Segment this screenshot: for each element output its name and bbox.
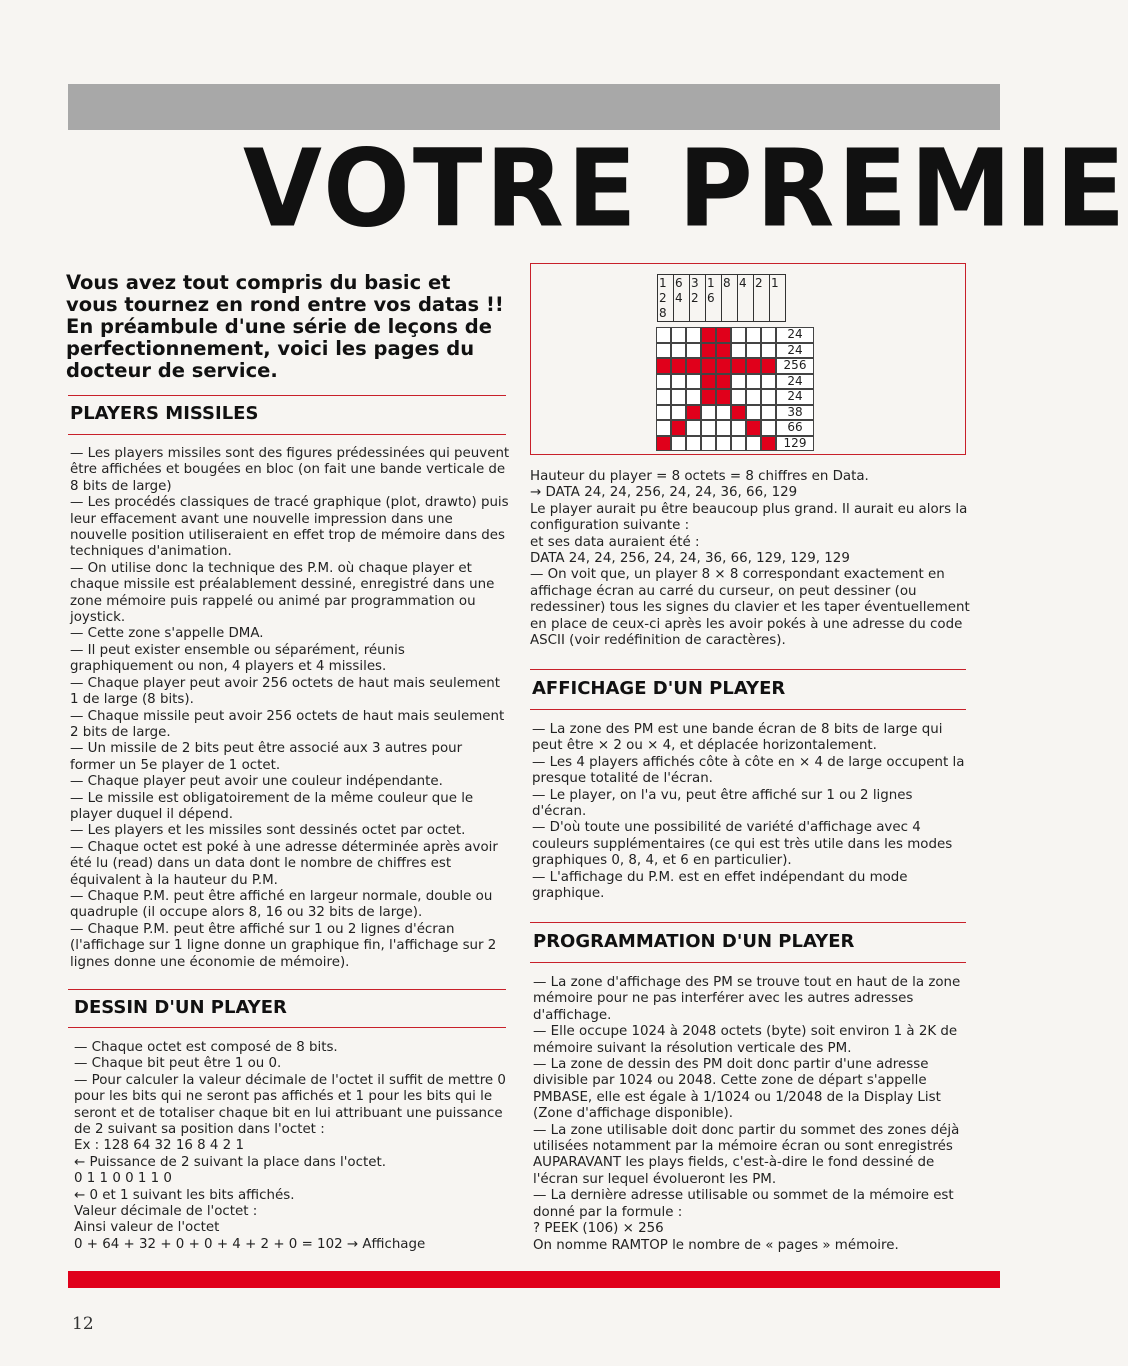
right-top-text (530, 469, 970, 649)
bit-cell-off (761, 374, 776, 390)
row-decimal-value: 66 (776, 420, 814, 436)
bit-cell-off (656, 420, 671, 436)
bit-cell-on (746, 358, 761, 374)
bit-weight-cell: 1 6 (705, 274, 721, 322)
bit-weight-cell: 6 4 (673, 274, 689, 322)
paragraph: — Chaque P.M. peut être affiché sur 1 ou 2 lignes d'écran (l'affichage sur 1 ligne donne un graphique fin, l'affichage sur 2 lignes donne une économie de mémoire). (70, 921, 497, 970)
bit-cell-on (671, 420, 686, 436)
grid-row (656, 374, 814, 390)
bit-cell-off (671, 343, 686, 359)
bit-cell-off (731, 327, 746, 343)
paragraph: — Pour calculer la valeur décimale de l'octet il suffit de mettre 0 pour les bits qui ne seront pas affichés et 1 pour les bits qui le seront et de totaliser chaque bit en lui attribuant une puissance de 2 suivant sa position dans l'octet : (74, 1072, 506, 1138)
section-heading-dessin: DESSIN D'UN PLAYER (74, 997, 287, 1018)
bit-cell-off (761, 343, 776, 359)
section-heading-affichage: AFFICHAGE D'UN PLAYER (532, 678, 786, 699)
paragraph: — Chaque octet est poké à une adresse déterminée après avoir été lu (read) dans un data dont le nombre de chiffres est équivalent à la hauteur du P.M. (70, 839, 498, 888)
bit-cell-off (761, 327, 776, 343)
grid-row (656, 405, 814, 421)
bit-cell-off (686, 389, 701, 405)
paragraph: — Le missile est obligatoirement de la même couleur que le player duquel il dépend. (70, 790, 474, 822)
row-decimal-value: 38 (776, 405, 814, 421)
bit-cell-off (731, 389, 746, 405)
bit-cell-off (746, 436, 761, 452)
paragraph: — Chaque P.M. peut être affiché en largeur normale, double ou quadruple (il occupe alors 8, 16 ou 32 bits de large). (70, 888, 493, 921)
section-rule (530, 669, 966, 670)
bit-cell-on (716, 374, 731, 390)
paragraph: — La zone de dessin des PM doit donc partir d'une adresse divisible par 1024 ou 2048. Cette zone de départ s'appelle PMBASE, elle est égale à 1/1024 ou 1/2048 de la Display List (Zone d'affichage disponible). (533, 1057, 941, 1122)
paragraph: Hauteur du player = 8 octets = 8 chiffres en Data. (530, 469, 869, 484)
bit-cell-on (701, 389, 716, 405)
bit-cell-off (731, 343, 746, 359)
dessin-text (74, 1040, 508, 1253)
paragraph: — Chaque missile peut avoir 256 octets de haut mais seulement 2 bits de large. (70, 708, 505, 740)
paragraph: Le player aurait pu être beaucoup plus grand. Il aurait eu alors la configuration suivante : (530, 501, 968, 534)
paragraph: 0 1 1 0 0 1 1 0 (74, 1171, 172, 1187)
bit-weight-cell: 1 (769, 274, 786, 322)
paragraph: → DATA 24, 24, 256, 24, 24, 36, 66, 129 (530, 485, 798, 501)
row-decimal-value: 24 (776, 343, 814, 359)
paragraph: — Le player, on l'a vu, peut être affiché sur 1 ou 2 lignes d'écran. (532, 787, 913, 820)
paragraph: — Les players et les missiles sont dessinés octet par octet. (70, 823, 466, 839)
page-number: 12 (72, 1314, 94, 1334)
bit-cell-off (701, 405, 716, 421)
bit-cell-on (701, 343, 716, 359)
section-heading-programmation: PROGRAMMATION D'UN PLAYER (533, 931, 855, 952)
grid-row (656, 389, 814, 405)
paragraph: — Cette zone s'appelle DMA. (70, 626, 264, 642)
paragraph: — La zone utilisable doit donc partir du sommet des zones déjà utilisées notamment par la mémoire écran ou sont enregistrés AUPARAVANT les plays fields, c'est-à-dire le fond dessiné de l'écran sur lequel évolueront les PM. (533, 1122, 960, 1187)
paragraph: Ex : 128 64 32 16 8 4 2 1 (74, 1138, 244, 1154)
intro-lead: Vous avez tout compris du basic et vous tournez en rond entre vos datas !! En préambule d'une série de leçons de perfectionnement, voici les pages du docteur de service. (66, 271, 504, 382)
bit-weight-cell: 3 2 (689, 274, 705, 322)
bit-cell-off (761, 420, 776, 436)
section-rule (68, 434, 506, 435)
bit-weight-cell: 8 (721, 274, 737, 322)
bit-cell-on (701, 327, 716, 343)
grid-row (656, 436, 814, 452)
bit-cell-on (716, 358, 731, 374)
bit-cell-off (671, 389, 686, 405)
bit-cell-off (671, 436, 686, 452)
row-decimal-value: 24 (776, 389, 814, 405)
grid-row (656, 327, 814, 343)
paragraph: — On voit que, un player 8 × 8 correspondant exactement en affichage écran au carré du curseur, on peut dessiner (ou redessiner) tous les signes du clavier et les taper éventuellement en place de ceux-ci après les avoir pokés à une adresse du code ASCII (voir redéfinition de caractères). (530, 567, 970, 649)
bit-cell-on (686, 358, 701, 374)
bit-cell-on (716, 389, 731, 405)
section-rule (68, 1027, 506, 1028)
paragraph: — Chaque player peut avoir 256 octets de haut mais seulement 1 de large (8 bits). (70, 675, 500, 708)
section-heading-players-missiles: PLAYERS MISSILES (70, 403, 259, 424)
paragraph: — Les 4 players affichés côte à côte en × 4 de large occupent la presque totalité de l'écran. (532, 754, 965, 787)
bit-cell-off (656, 405, 671, 421)
row-decimal-value: 256 (776, 358, 814, 374)
bit-cell-off (746, 327, 761, 343)
bit-cell-off (731, 374, 746, 390)
bit-cell-off (746, 343, 761, 359)
bit-cell-off (686, 327, 701, 343)
bit-cell-off (671, 327, 686, 343)
bit-cell-off (686, 436, 701, 452)
paragraph: ← 0 et 1 suivant les bits affichés. (74, 1187, 295, 1203)
paragraph: — La dernière adresse utilisable ou sommet de la mémoire est donné par la formule : (533, 1188, 954, 1220)
bit-cell-on (701, 374, 716, 390)
bit-cell-on (716, 327, 731, 343)
row-decimal-value: 24 (776, 327, 814, 343)
paragraph: — Il peut exister ensemble ou séparément, réunis graphiquement ou non, 4 players et 4 missiles. (70, 642, 405, 675)
paragraph: Valeur décimale de l'octet : (74, 1204, 258, 1220)
bit-cell-off (746, 405, 761, 421)
row-decimal-value: 24 (776, 374, 814, 390)
paragraph: — Chaque bit peut être 1 ou 0. (74, 1056, 282, 1072)
bit-cell-off (671, 405, 686, 421)
programmation-text (533, 975, 969, 1254)
section-rule (530, 962, 966, 963)
bit-cell-on (701, 358, 716, 374)
bit-cell-on (731, 358, 746, 374)
bit-cell-off (686, 343, 701, 359)
paragraph: Ainsi valeur de l'octet (74, 1220, 220, 1236)
bit-cell-off (761, 405, 776, 421)
paragraph: ? PEEK (106) × 256 (533, 1221, 664, 1237)
bit-cell-off (656, 389, 671, 405)
bit-cell-off (746, 374, 761, 390)
paragraph: — Les procédés classiques de tracé graphique (plot, drawto) puis leur effacement avant une nouvelle impression dans une nouvelle position utiliseraient en effet trop de mémoire dans des techniques d'animation. (70, 495, 509, 560)
paragraph: — D'où toute une possibilité de variété d'affichage avec 4 couleurs supplémentaires (ce qui est très utile dans les modes graphiques 0, 8, 4, et 6 en particulier). (532, 820, 953, 869)
bit-cell-off (716, 405, 731, 421)
paragraph: — Chaque player peut avoir une couleur indépendante. (70, 774, 443, 790)
bit-cell-on (746, 420, 761, 436)
bit-cell-on (761, 358, 776, 374)
bit-cell-off (701, 436, 716, 452)
paragraph: DATA 24, 24, 256, 24, 24, 36, 66, 129, 129, 129 (530, 551, 850, 567)
header-gray-band (68, 84, 1000, 130)
paragraph: — Un missile de 2 bits peut être associé aux 3 autres pour former un 5e player de 1 octet. (70, 741, 463, 773)
player-bit-grid (656, 327, 814, 451)
bit-cell-off (656, 374, 671, 390)
section-rule (68, 989, 506, 990)
players-missiles-text (70, 446, 510, 971)
paragraph: On nomme RAMTOP le nombre de « pages » mémoire. (533, 1237, 899, 1253)
section-rule (68, 395, 506, 396)
page-title: VOTRE PREMIE (243, 126, 1128, 252)
footer-red-bar (68, 1271, 1000, 1288)
paragraph: — La zone des PM est une bande écran de 8 bits de large qui peut être × 2 ou × 4, et déplacée horizontalement. (532, 722, 943, 754)
paragraph: — Elle occupe 1024 à 2048 octets (byte) soit environ 1 à 2K de mémoire suivant la résolution verticale des PM. (533, 1024, 958, 1056)
bit-cell-on (656, 358, 671, 374)
row-decimal-value: 129 (776, 436, 814, 452)
bit-weight-cell: 1 2 8 (657, 274, 673, 322)
bit-cell-off (701, 420, 716, 436)
paragraph: — L'affichage du P.M. est en effet indépendant du mode graphique. (532, 869, 908, 902)
bit-cell-off (686, 374, 701, 390)
bit-cell-off (686, 420, 701, 436)
bit-weight-cell: 2 (753, 274, 769, 322)
bit-cell-on (761, 436, 776, 452)
bit-weight-cell: 4 (737, 274, 753, 322)
bit-cell-on (731, 405, 746, 421)
grid-row (656, 358, 814, 374)
affichage-text (532, 722, 968, 902)
bit-cell-off (746, 389, 761, 405)
bit-cell-off (671, 374, 686, 390)
paragraph: — On utilise donc la technique des P.M. où chaque player et chaque missile est préalablement dessiné, enregistré dans une zone mémoire puis rappelé ou animé par programmation ou joystick. (70, 560, 495, 626)
paragraph: 0 + 64 + 32 + 0 + 0 + 4 + 2 + 0 = 102 → Affichage (74, 1236, 426, 1252)
paragraph: et ses data auraient été : (530, 534, 700, 550)
paragraph: — La zone d'affichage des PM se trouve tout en haut de la zone mémoire pour ne pas interférer avec les autres adresses d'affichage. (533, 975, 961, 1023)
grid-row (656, 343, 814, 359)
bit-cell-on (656, 436, 671, 452)
section-rule (530, 709, 966, 710)
paragraph: ← Puissance de 2 suivant la place dans l'octet. (74, 1154, 386, 1170)
bit-cell-on (671, 358, 686, 374)
bit-cell-off (716, 420, 731, 436)
grid-row (656, 420, 814, 436)
bit-cell-on (716, 343, 731, 359)
bit-cell-on (686, 405, 701, 421)
bit-cell-off (761, 389, 776, 405)
paragraph: — Les players missiles sont des figures prédessinées qui peuvent être affichées et bougées en bloc (on fait une bande verticale de 8 bits de large) (70, 446, 510, 494)
section-rule (530, 922, 966, 923)
bit-cell-off (731, 436, 746, 452)
paragraph: — Chaque octet est composé de 8 bits. (74, 1040, 338, 1055)
bit-cell-off (716, 436, 731, 452)
bit-cell-off (731, 420, 746, 436)
bit-weight-header (657, 274, 786, 322)
bit-cell-off (656, 343, 671, 359)
bit-cell-off (656, 327, 671, 343)
